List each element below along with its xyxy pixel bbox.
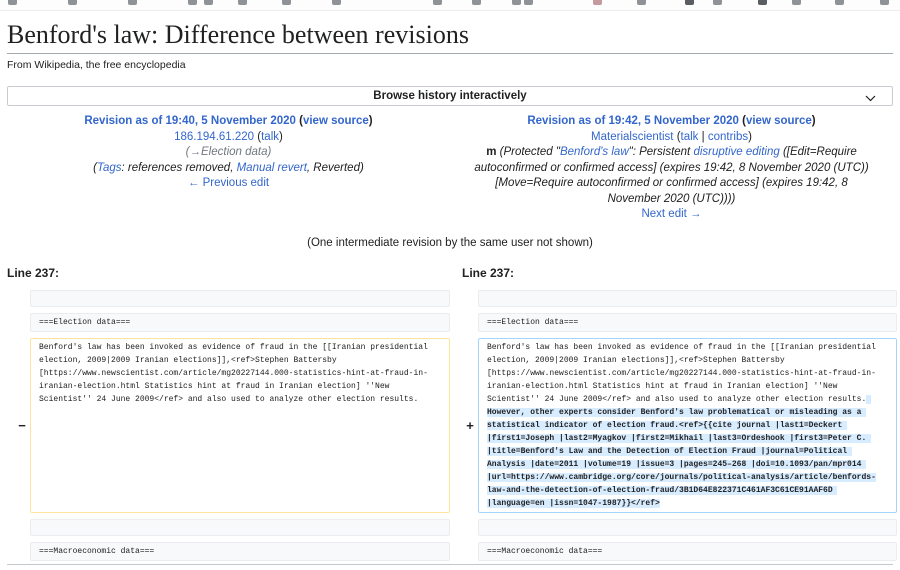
diff-context-right: ===Macroeconomic data===: [478, 542, 897, 561]
bookmark-icon-remnant: [128, 0, 137, 5]
bookmark-icon-remnant: [880, 0, 889, 5]
old-user-talk-link[interactable]: talk: [261, 130, 280, 143]
revision-comparison-header: [7, 114, 893, 223]
text: ): [279, 130, 283, 143]
text: ): [359, 161, 364, 174]
diff-marker-empty: [462, 290, 478, 307]
diff-marker-empty: [14, 313, 30, 332]
new-user-link[interactable]: Materialscientist: [591, 130, 674, 143]
bookmark-icon-remnant: [512, 0, 521, 5]
diff-inserted-text: However, other experts consider Benford's law problematical or misleading as a statistical indicator of election fraud.<ref>{{cite journal |last1=Deckert |first1=Joseph |last2=Myagkov |first2=Mikhail |last3=Ordeshook |first3=Peter C. |title=Benford's Law and the Detection of Election Fraud |journal=Political Analysis |date=2011 |volume=19 |issue=3 |pages=245–268 |doi=10.1093/pan/mpr014 |url=https://www.cambridge.org/core/journals/political-analysis/article/benfords-law-and-the-detection-of-election-fraud/3B1D64E822371C461AF3C61CE91AAF6D |language=en |issn=1047-1987}}</ref>: [487, 394, 876, 508]
diff-added-marker: +: [466, 417, 474, 433]
page-content: [0, 20, 900, 570]
new-revision-title: [450, 114, 893, 130]
text: (: [254, 130, 262, 143]
bookmark-icon-remnant: [282, 0, 291, 5]
bookmark-icon-remnant: [637, 0, 646, 5]
spacer: [450, 519, 462, 536]
benfords-law-link[interactable]: Benford's law: [559, 146, 629, 158]
spacer: [450, 542, 462, 561]
new-revision-edit-summary: [468, 145, 876, 207]
new-revision-link[interactable]: Revision as of 19:42, 5 November 2020: [527, 115, 739, 127]
bookmark-icon-remnant: [758, 0, 767, 5]
text: ,: [306, 161, 314, 174]
previous-edit-line: [7, 176, 450, 192]
line-number-header-right: Line 237:: [462, 265, 515, 280]
bookmark-icon-remnant: [8, 0, 17, 5]
bookmark-icon-remnant: [835, 0, 844, 5]
bookmark-icon-remnant: [188, 0, 197, 5]
browse-history-bar[interactable]: [7, 86, 893, 106]
bookmark-icon-remnant: [524, 0, 533, 5]
old-revision-tags: [7, 161, 450, 177]
diff-context-empty-right: [478, 290, 897, 307]
old-revision-link[interactable]: Revision as of 19:40, 5 November 2020: [84, 115, 296, 127]
diff-added-line: [478, 338, 897, 513]
text: ": Persistent: [628, 146, 694, 158]
diff-context-empty-left: [30, 519, 450, 536]
diff-marker-empty: [462, 313, 478, 332]
tags-help-link[interactable]: Tags: [97, 161, 122, 174]
previous-edit-link[interactable]: ← Previous edit: [187, 177, 270, 189]
old-user-link[interactable]: 186.194.61.220: [174, 130, 255, 143]
diff-marker-empty: [462, 519, 478, 536]
text: ): [748, 130, 752, 143]
old-view-source-link[interactable]: view source: [302, 115, 369, 127]
diff-context-left: ===Election data===: [30, 313, 450, 332]
text: ): [368, 115, 373, 127]
tag-manual-revert-link[interactable]: Manual revert: [236, 161, 307, 174]
text: ([Edit=Require autoconfirmed or confirmed access] (expires 19:42, 8 November 2020 (UTC)) [Move=Require autoconfirmed or confirmed access] (expires 19:42, 8 November 2020 (UTC)))): [474, 146, 869, 205]
spacer: [450, 338, 462, 513]
intermediate-revision-note: (One intermediate revision by the same user not shown): [307, 236, 593, 249]
diff-marker-empty: [462, 542, 478, 561]
page-title: Benford's law: Difference between revisions: [7, 20, 893, 54]
spacer: [450, 290, 462, 307]
diff-marker-empty: [14, 290, 30, 307]
old-revision-header: [7, 114, 450, 223]
chevron-down-icon[interactable]: [865, 93, 876, 105]
tag-references-removed: references removed: [127, 161, 231, 174]
browser-bookmarks-strip: [0, 0, 900, 11]
bookmark-icon-remnant: [685, 0, 694, 5]
minor-edit-flag: m: [486, 146, 497, 158]
spacer: [450, 313, 462, 332]
text: (: [295, 115, 303, 127]
text: :: [121, 161, 128, 174]
new-user-talk-link[interactable]: talk: [680, 130, 699, 143]
new-revision-user-line: [450, 130, 893, 146]
text: (: [673, 130, 681, 143]
diff-context-left: ===Macroeconomic data===: [30, 542, 450, 561]
bookmark-icon-remnant: [238, 0, 247, 5]
text: ): [811, 115, 816, 127]
bookmark-icon-remnant: [472, 0, 481, 5]
bookmark-icon-remnant: [713, 0, 722, 5]
diff-marker-empty: [14, 542, 30, 561]
old-revision-user-line: [7, 130, 450, 146]
diff-marker-empty: [14, 519, 30, 536]
text: ,: [230, 161, 237, 174]
next-edit-line: [450, 207, 893, 223]
diff-table: [7, 263, 893, 561]
new-revision-header: [450, 114, 893, 223]
text: (: [738, 115, 746, 127]
bookmark-icon-remnant: [433, 0, 442, 5]
bottom-divider: [7, 564, 893, 570]
spacer: [450, 263, 462, 284]
diff-shared-text: Benford's law has been invoked as evidence of fraud in the [[Iranian presidential election, 2009|2009 Iranian elections]],<ref>Stephen Battersby [https://www.newscientist.com/article/mg20227144.000-statistics-hint-at-fraud-in-iranian-election.html Statistics hint at fraud in Iranian election] ''New Scientist'' 24 June 2009</ref> and also used to analyze other election results.: [487, 342, 881, 404]
site-subtitle: From Wikipedia, the free encyclopedia: [7, 59, 186, 71]
text: |: [698, 130, 708, 143]
bookmark-icon-remnant: [332, 0, 341, 5]
diff-context-right: ===Election data===: [478, 313, 897, 332]
line-number-header-left: Line 237:: [7, 265, 60, 280]
text: (Protected ": [496, 146, 560, 158]
bookmark-icon-remnant: [792, 0, 801, 5]
next-edit-link[interactable]: Next edit →: [641, 208, 702, 220]
new-view-source-link[interactable]: view source: [745, 115, 812, 127]
diff-deleted-marker: −: [18, 417, 26, 433]
browse-history-label: Browse history interactively: [373, 90, 527, 102]
diff-context-empty-left: [30, 290, 450, 307]
bookmark-icon-remnant: [68, 0, 77, 5]
tag-reverted: Reverted: [313, 161, 360, 174]
text: (: [93, 161, 98, 174]
old-edit-section-autocomment[interactable]: (→Election data): [185, 146, 272, 158]
disruptive-editing-link[interactable]: disruptive editing: [693, 146, 780, 158]
bookmark-icon-remnant: [204, 0, 213, 5]
bookmark-icon-remnant: [593, 0, 602, 5]
new-user-contribs-link[interactable]: contribs: [707, 130, 749, 143]
diff-deleted-line: Benford's law has been invoked as evidence of fraud in the [[Iranian presidential election, 2009|2009 Iranian elections]],<ref>Stephen Battersby [https://www.newscientist.com/article/mg20227144.000-statistics-hint-at-fraud-in-iranian-election.html Statistics hint at fraud in Iranian election] ''New Scientist'' 24 June 2009</ref> and also used to analyze other election results.: [30, 338, 450, 513]
old-revision-title: [7, 114, 450, 130]
diff-context-empty-right: [478, 519, 897, 536]
